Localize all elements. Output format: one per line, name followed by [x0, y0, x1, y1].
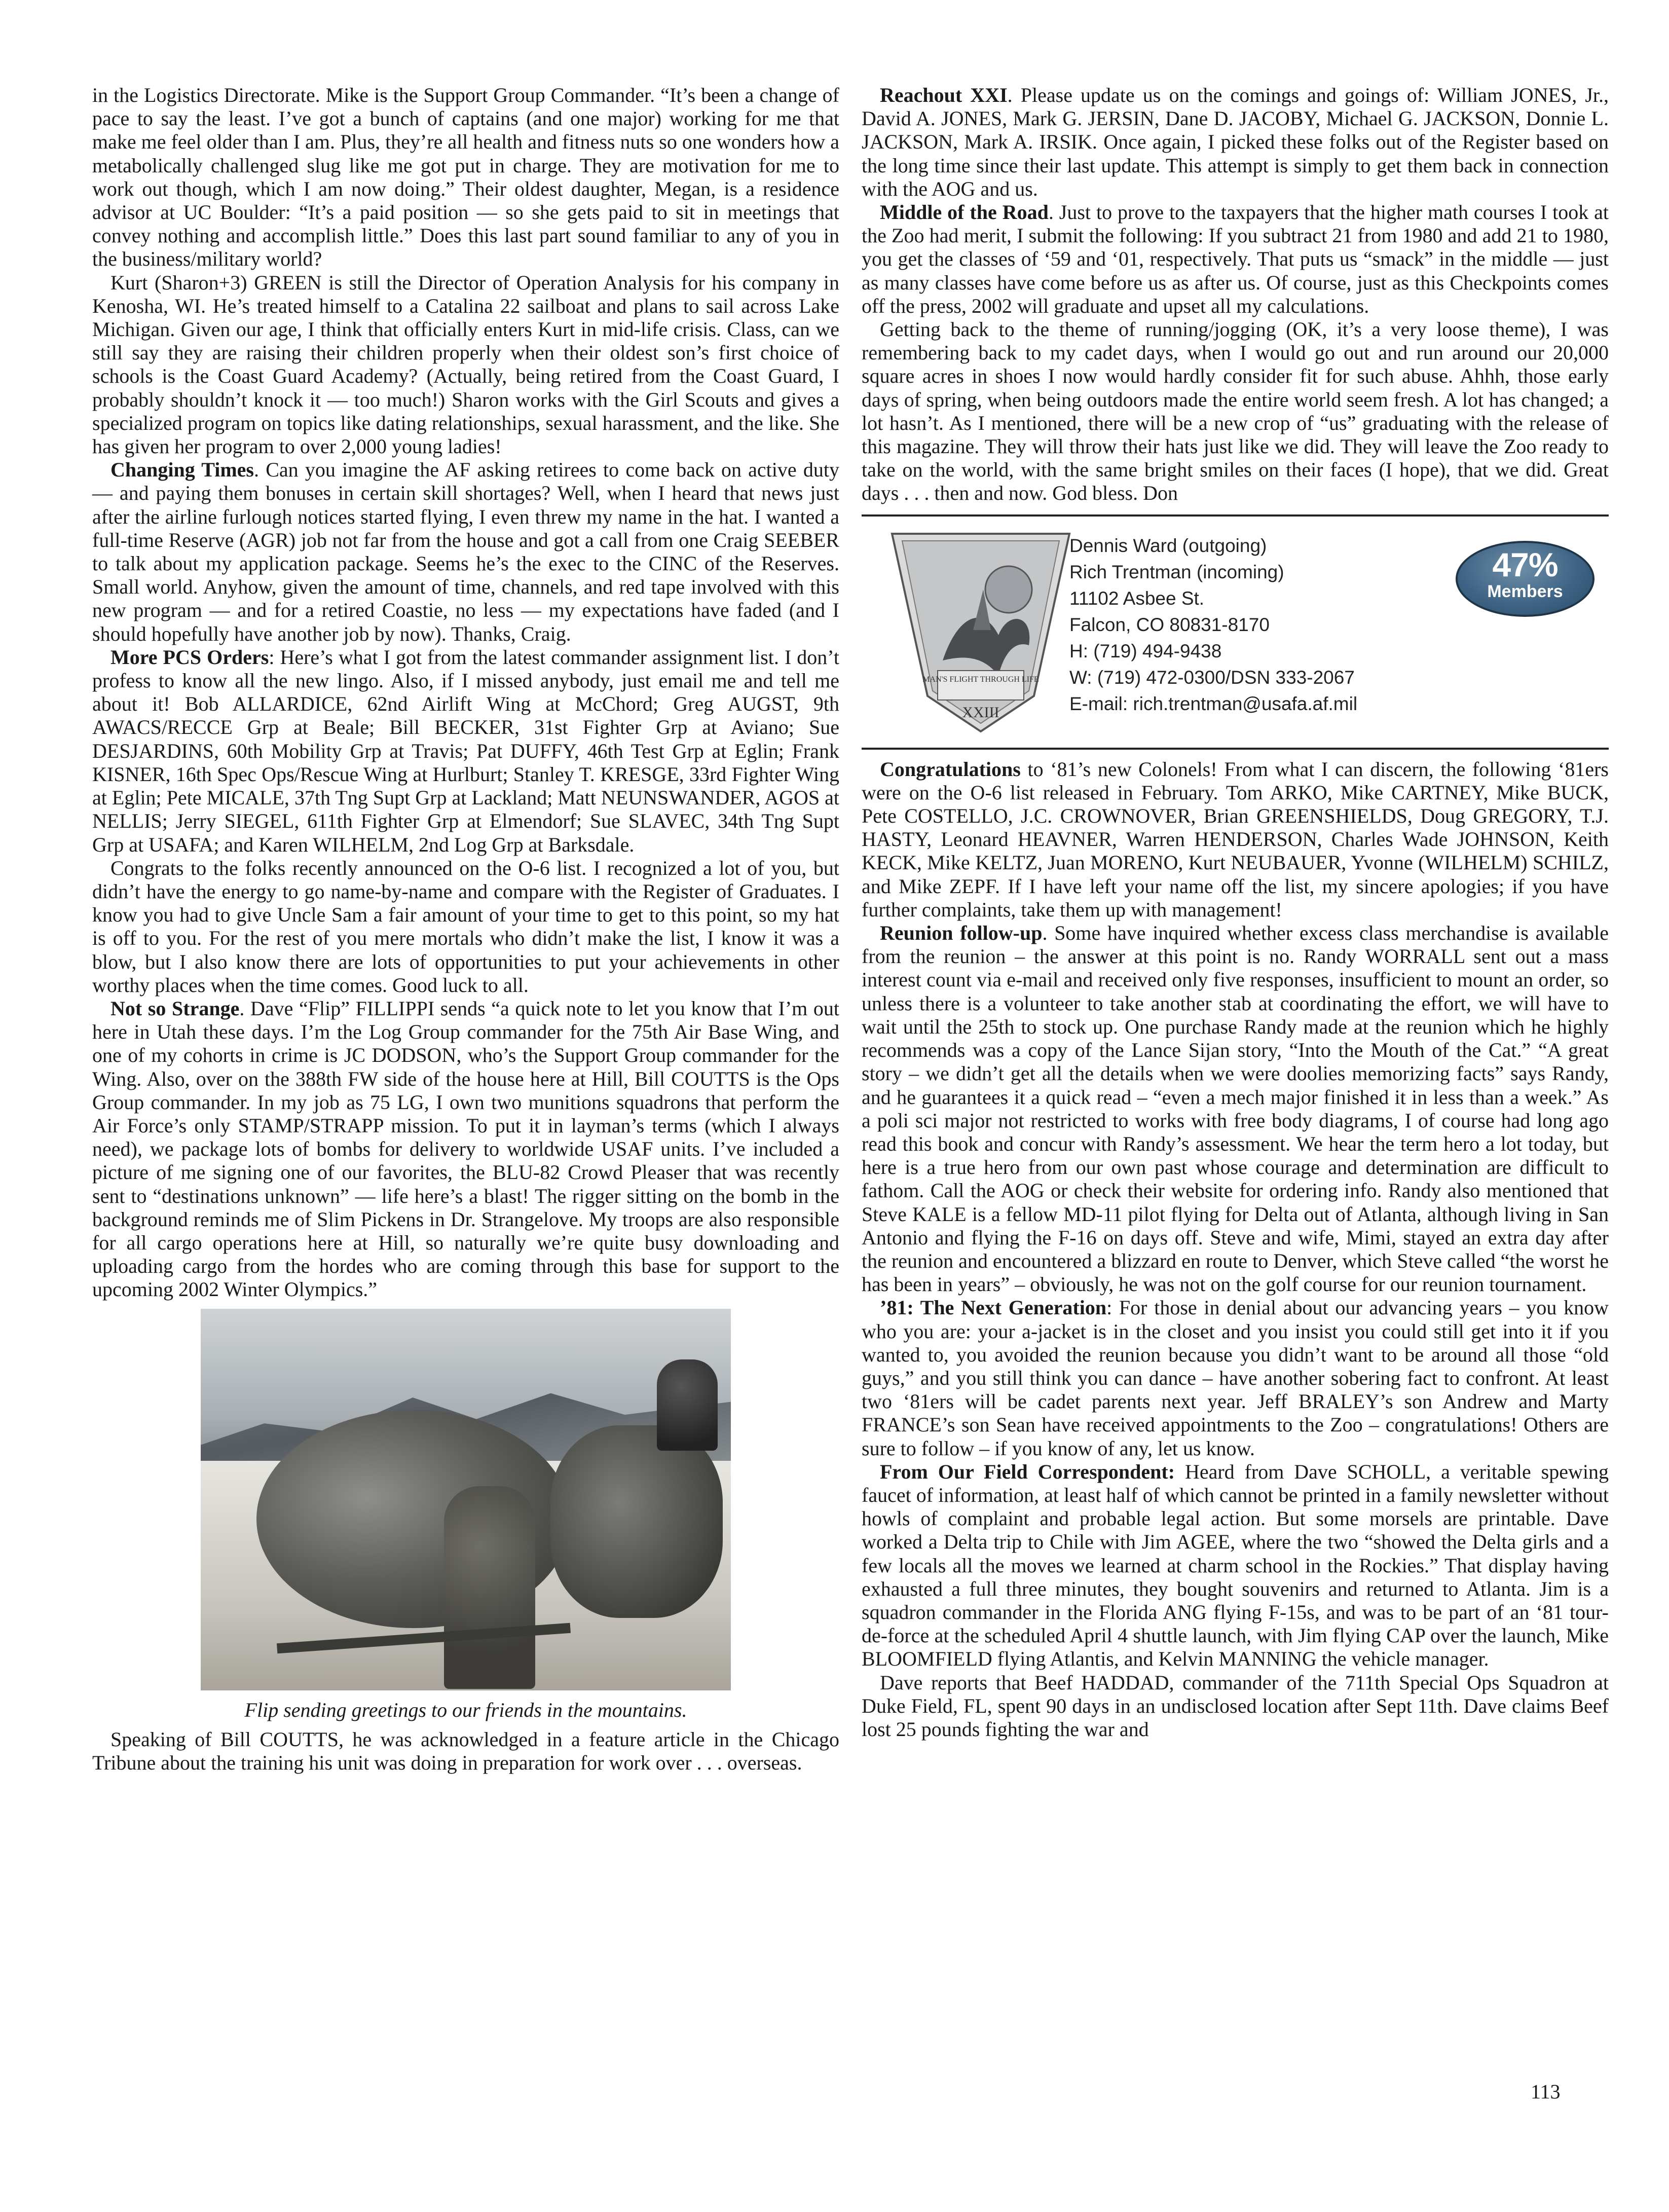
lead-next-generation: ’81: The Next Generation: [880, 1296, 1107, 1319]
text-field-correspondent: Heard from Dave SCHOLL, a veritable spewing faucet of information, at least half of which cannot be printed in a family newsletter without howls of complaint and probable legal action. But some morsels are printable. Dave worked a Delta trip to Chile with Jim AGEE, where the two “showed the Delta girls and a few locals all the moves we learned at charm school in the Rockies.” That display having exhausted a full three minutes, they bought souvenirs and returned to Atlanta. Jim is a squadron commander in the Florida ANG flying F-15s, and was to be part of an ‘81 tour-de-force at the scheduled April 4 shuttle launch, with Jim flying CAP over the launch, Mike BLOOMFIELD flying Atlantis, and Kelvin MANNING the vehicle manager.: [862, 1460, 1609, 1671]
text-middle-of-road: . Just to prove to the taxpayers that the higher math courses I took at the Zoo had merit, I submit the following: If you subtract 21 from 1980 and add 21 to 1980, you get the classes of ‘59 and ‘01, respectively. That puts us “smack” in the middle — just as many classes have come before us as after us. Of course, just as this Checkpoints comes off the press, 2002 will graduate and upset all my calculations.: [862, 201, 1609, 317]
paragraph-coutts: Speaking of Bill COUTTS, he was acknowledged in a feature article in the Chicago Tribune about the training his unit was doing in preparation for work over . . . overseas.: [92, 1727, 839, 1774]
membership-label: Members: [1487, 581, 1563, 601]
lead-field-correspondent: From Our Field Correspondent:: [880, 1460, 1175, 1483]
membership-percent: 47%: [1492, 545, 1558, 583]
paragraph-o6-congrats: Congrats to the folks recently announced on the O-6 list. I recognized a lot of you, but didn’t have the energy to go name-by-name and compare with the Register of Graduates. I know you had to give Uncle Sam a fair amount of your time to get to this point, so my hat is off to you. For the rest of you mere mortals who didn’t make the list, I know it was a blow, but I also know there are lots of opportunities to put your achievements in other worthy places when the time comes. Good luck to all.: [92, 856, 839, 997]
class-crest-icon: [882, 529, 1080, 736]
contact-work-phone: W: (719) 472-0300/DSN 333-2067: [1069, 667, 1355, 688]
paragraph-reachout: [862, 84, 1609, 201]
contact-home-phone: H: (719) 494-9438: [1069, 640, 1222, 661]
contact-email: E-mail: rich.trentman@usafa.af.mil: [1069, 693, 1358, 714]
photo-caption: Flip sending greetings to our friends in the mountains.: [244, 1698, 687, 1721]
paragraph-congratulations: [862, 758, 1609, 921]
paragraph-next-generation: [862, 1296, 1609, 1460]
paragraph-changing-times: [92, 458, 839, 646]
lead-pcs-orders: More PCS Orders: [110, 645, 269, 669]
paragraph-middle-of-road: [862, 201, 1609, 318]
page-number: 113: [1531, 2080, 1561, 2103]
photo-second-bomb: [550, 1425, 723, 1618]
photo-rigger: [657, 1359, 718, 1451]
paragraph-haddad: Dave reports that Beef HADDAD, commander of the 711th Special Ops Squadron at Duke Field, FL, spent 90 days in an undisclosed location after Sept 11th. Dave claims Beef lost 25 pounds fighting the war and: [862, 1671, 1609, 1741]
text-not-so-strange: . Dave “Flip” FILLIPPI sends “a quick note to let you know that I’m out here in Utah these days. I’m the Log Group commander for the 75th Air Base Wing, and one of my cohorts in crime is JC DODSON, who’s the Support Group commander for the Wing. Also, over on the 388th FW side of the house here at Hill, Bill COUTTS is the Ops Group commander. In my job as 75 LG, I own two munitions squadrons that perform the Air Force’s only STAMP/STRAPP mission. To put it in layman’s terms (which I always need), we package lots of bombs for delivery to worldwide USAF units. I’ve included a picture of me signing one of our favorites, the BLU-82 Crowd Pleaser that was recently sent to “destinations unknown” — life here’s a blast! The rigger sitting on the bomb in the background reminds me of Slim Pickens in Dr. Strangelove. My troops are also responsible for all cargo operations here at Hill, so naturally we’re quite busy downloading and uploading cargo from the hordes who are coming through this base for support to the upcoming 2002 Winter Olympics.”: [92, 997, 839, 1301]
lead-reunion: Reunion follow-up: [880, 921, 1043, 945]
paragraph-field-correspondent: [862, 1460, 1609, 1671]
paragraph-green: Kurt (Sharon+3) GREEN is still the Director of Operation Analysis for his company in Kenosha, WI. He’s treated himself to a Catalina 22 sailboat and plans to sail across Lake Michigan. Given our age, I think that officially enters Kurt in mid-life crisis. Class, can we still say they are raising their children properly when their oldest son’s first choice of schools is the Coast Guard Academy? (Actually, being retired from the Coast Guard, I probably shouldn’t knock it — too much!) Sharon works with the Girl Scouts and gives a specialized program on topics like dating relationships, sexual harassment, and the like. She has given her program to over 2,000 young ladies!: [92, 271, 839, 458]
paragraph-reunion: [862, 921, 1609, 1296]
contact-incoming: Rich Trentman (incoming): [1069, 561, 1284, 582]
text-pcs-orders: : Here’s what I got from the latest commander assignment list. I don’t profess to know all the new lingo. Also, if I missed anybody, just email me and tell me about it! Bob ALLARDICE, 62nd Airlift Wing at McChord; Greg AUGST, 9th AWACS/RECCE Grp at Beale; Bill BECKER, 31st Fighter Grp at Aviano; Sue DESJARDINS, 60th Mobility Grp at Travis; Pat DUFFY, 46th Test Grp at Eglin; Frank KISNER, 16th Spec Ops/Rescue Wing at Hurlburt; Stanley T. KRESGE, 33rd Fighter Wing at Eglin; Pete MICALE, 37th Tng Supt Grp at Lackland; Matt NEUNSWANDER, AGOS at NELLIS; Jerry SIEGEL, 611th Fighter Grp at Elmendorf; Sue SLAVEC, 34th Tng Supt Grp at USAFA; and Karen WILHELM, 2nd Log Grp at Barksdale.: [92, 645, 839, 856]
lead-congratulations: Congratulations: [880, 757, 1021, 781]
lead-not-so-strange: Not so Strange: [110, 997, 240, 1020]
photo-person: [444, 1486, 535, 1689]
text-reunion: . Some have inquired whether excess class merchandise is available from the reunion – the answer at this point is no. Randy WORRALL sent out a mass interest count via e-mail and received only five responses, insufficient to mount an order, so unless there is a volunteer to take another stab at coordinating the effort, we will have to wait until the 25th to stock up. One purchase Randy made at the reunion which he highly recommends was a copy of the Lance Sijan story, “Into the Mouth of the Cat.” “A great story – we didn’t get all the details when we were doolies memorizing facts” says Randy, and he guarantees it a quick read – “even a mech major finished it in less than a week.” As a poli sci major not restricted to works with free body diagrams, I of course had long ago read this book and concur with Randy’s assessment. We hear the term hero a lot today, but here is a true hero from our own past whose courage and determination are difficult to fathom. Call the AOG or check their website for ordering info. Randy also mentioned that Steve KALE is a fellow MD-11 pilot flying for Delta out of Atlanta, although living in San Antonio and flying the F-16 on days off. Steve and wife, Mimi, stayed an extra day after the reunion and encountered a blizzard en route to Denver, which Steve called “the worst he has been in years” – obviously, he was not on the golf course for our reunion tournament.: [862, 921, 1609, 1296]
crest-motto: MAN'S FLIGHT THROUGH LIFE: [922, 675, 1039, 684]
paragraph-not-so-strange: [92, 997, 839, 1302]
text-next-generation: : For those in denial about our advancing years – you know who you are: your a-jacket is in the closet and you insist you could still get into it if you wanted to, you avoided the reunion because you didn’t want to be around all those “old guys,” and you still think you can dance – have another sobering fact to confront. At least two ‘81ers will be cadet parents next year. Jeff BRALEY’s son Andrew and Marty FRANCE’s son Sean have received appointments to the Zoo – congratulations! Others are sure to follow – if you know of any, let us know.: [862, 1296, 1609, 1460]
text-changing-times: . Can you imagine the AF asking retirees to come back on active duty — and paying them bonuses in certain skill shortages? Well, when I heard that news just after the airline furlough notices started flying, I even threw my name in the hat. I wanted a full-time Reserve (AGR) job not far from the house and got a call from one Craig SEEBER to talk about my application package. Seems he’s the exec to the CINC of the Reserves. Small world. Anyhow, given the amount of time, channels, and red tape involved with this new program — and for a retired Coastie, no less — my expectations have faded (and I should hopefully have another job by now). Thanks, Craig.: [92, 458, 840, 645]
text-reachout: . Please update us on the comings and goings of: William JONES, Jr., David A. JONES, Mark G. JERSIN, Dane D. JACOBY, Michael G. JACKSON, Donnie L. JACKSON, Mark A. IRSIK. Once again, I picked these folks out of the Register based on the long time since their last update. This attempt is simply to get them back in connection with the AOG and us.: [862, 84, 1609, 200]
contact-outgoing: Dennis Ward (outgoing): [1069, 535, 1267, 556]
paragraph-logistics: in the Logistics Directorate. Mike is the Support Group Commander. “It’s been a change of pace to say the least. I’ve got a bunch of captains (and one major) working for me that make me feel older than I am. Plus, they’re all health and fitness nuts so one wonders how a metabolically challenged slug like me got put in charge. They are motivation for me to work out though, which I am now doing.” Their oldest daughter, Megan, is a residence advisor at UC Boulder: “It’s a paid position — so she gets paid to sit in meetings that convey nothing and accomplish little.” Does this last part sound familiar to any of you in the business/military world?: [92, 84, 839, 271]
lead-middle-of-road: Middle of the Road: [880, 201, 1049, 224]
lead-changing-times: Changing Times: [110, 458, 254, 482]
bomb-photo: [201, 1309, 731, 1690]
paragraph-pcs-orders: [92, 646, 839, 857]
right-column: [862, 84, 1609, 1741]
text-congratulations: to ‘81’s new Colonels! From what I can discern, the following ‘81ers were on the O-6 list released in February. Tom ARKO, Mike CARTNEY, Mike BUCK, Pete COSTELLO, J.C. CROWNOVER, Brian GREENSHIELDS, Doug GREGORY, T.J. HASTY, Leonard HEAVNER, Warren HENDERSON, Charles Wade JOHNSON, Keith KECK, Mike KELTZ, Juan MORENO, Kurt NEUBAUER, Yvonne (WILHELM) SCHILZ, and Mike ZEPF. If I have left your name off the list, my sincere apologies; if you have further complaints, take them up with management!: [862, 757, 1609, 921]
contact-city: Falcon, CO 80831-8170: [1069, 614, 1270, 635]
paragraph-running: Getting back to the theme of running/jogging (OK, it’s a very loose theme), I was remembering back to my cadet days, when I would go out and run around our 20,000 square acres in shoes I now would hardly consider fit for such abuse. Ahhh, those early days of spring, when being outdoors made the entire world seem fresh. A lot has changed; a lot hasn’t. As I mentioned, there will be a new crop of “us” graduating with the release of this magazine. They will throw their hats just like we did. They will leave the Zoo ready to take on the world, with the same bright smiles on their faces (I hope), that we did. Great days . . . then and now. God bless. Don: [862, 318, 1609, 505]
contact-details: [1069, 533, 1357, 717]
class-contact-box: [862, 514, 1609, 750]
crest-numeral: XXIII: [962, 704, 999, 721]
left-column: [92, 84, 839, 1775]
contact-street: 11102 Asbee St.: [1069, 587, 1205, 609]
lead-reachout: Reachout XXI: [880, 84, 1008, 106]
membership-badge: [1456, 541, 1594, 617]
